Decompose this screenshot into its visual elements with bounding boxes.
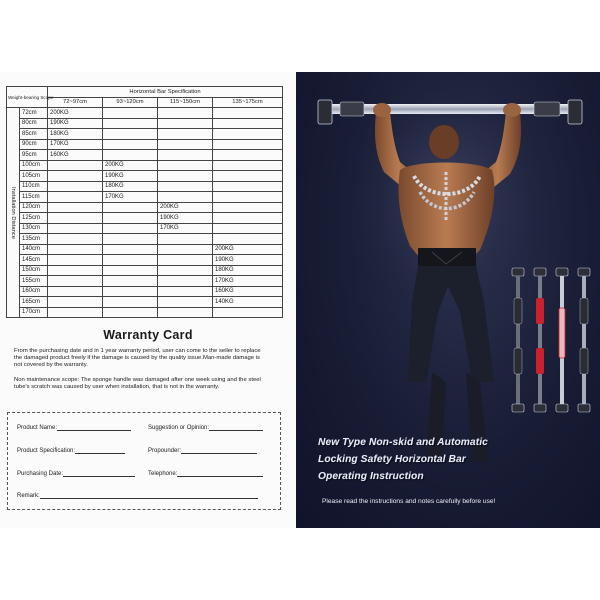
weight-cell bbox=[103, 118, 158, 129]
weight-cell bbox=[213, 234, 283, 245]
product-spec-line[interactable] bbox=[75, 448, 125, 454]
weight-cell bbox=[213, 192, 283, 203]
weight-cell bbox=[158, 118, 213, 129]
weight-cell bbox=[213, 150, 283, 161]
table-row bbox=[7, 213, 283, 224]
weight-cell bbox=[213, 171, 283, 182]
table-body bbox=[7, 108, 283, 318]
weight-cell bbox=[158, 307, 213, 318]
weight-cell: 170KG bbox=[48, 139, 103, 150]
weight-cell bbox=[158, 255, 213, 266]
table-row bbox=[7, 244, 283, 255]
instruction-left-page bbox=[0, 72, 296, 528]
distance-cell: 110cm bbox=[20, 181, 48, 192]
weight-cell bbox=[48, 202, 103, 213]
propounder-field[interactable] bbox=[148, 448, 257, 454]
weight-cell bbox=[213, 160, 283, 171]
telephone-label: Telephone: bbox=[148, 471, 178, 477]
table-row bbox=[7, 129, 283, 140]
distance-cell: 125cm bbox=[20, 213, 48, 224]
weight-cell bbox=[48, 181, 103, 192]
weight-cell bbox=[213, 181, 283, 192]
table-row bbox=[7, 223, 283, 234]
weight-cell bbox=[48, 244, 103, 255]
weight-cell: 200KG bbox=[103, 160, 158, 171]
product-title-line: Locking Safety Horizontal Bar bbox=[318, 454, 466, 465]
weight-cell bbox=[103, 276, 158, 287]
weight-cell bbox=[158, 286, 213, 297]
telephone-field[interactable] bbox=[148, 471, 263, 477]
spec-column-header: 135~175cm bbox=[213, 97, 283, 108]
weight-cell bbox=[213, 118, 283, 129]
weight-cell bbox=[103, 139, 158, 150]
spec-column-header: 93~120cm bbox=[103, 97, 158, 108]
distance-cell: 150cm bbox=[20, 265, 48, 276]
weight-cell bbox=[103, 213, 158, 224]
weight-cell bbox=[48, 192, 103, 203]
weight-cell bbox=[213, 202, 283, 213]
weight-cell bbox=[158, 234, 213, 245]
weight-cell bbox=[213, 139, 283, 150]
distance-cell: 170cm bbox=[20, 307, 48, 318]
weight-cell bbox=[103, 202, 158, 213]
weight-cell: 180KG bbox=[213, 265, 283, 276]
installation-distance-axis bbox=[7, 108, 20, 318]
weight-cell bbox=[103, 286, 158, 297]
weight-cell bbox=[48, 276, 103, 287]
product-title-line: New Type Non-skid and Automatic bbox=[318, 437, 488, 448]
distance-cell: 140cm bbox=[20, 244, 48, 255]
table-row bbox=[7, 297, 283, 308]
product-name-label: Product Name: bbox=[17, 425, 58, 431]
table-row bbox=[7, 171, 283, 182]
distance-cell: 100cm bbox=[20, 160, 48, 171]
remark-line[interactable] bbox=[40, 493, 258, 499]
weight-cell bbox=[213, 129, 283, 140]
table-row bbox=[7, 108, 283, 119]
distance-cell: 72cm bbox=[20, 108, 48, 119]
weight-cell: 170KG bbox=[158, 223, 213, 234]
weight-cell: 190KG bbox=[103, 171, 158, 182]
weight-cell bbox=[158, 171, 213, 182]
product-spec-label: Product Specification: bbox=[17, 448, 76, 454]
propounder-label: Propounder: bbox=[148, 448, 182, 454]
propounder-line[interactable] bbox=[181, 448, 257, 454]
table-row bbox=[7, 118, 283, 129]
spec-column-header: 115~150cm bbox=[158, 97, 213, 108]
weight-cell: 190KG bbox=[48, 118, 103, 129]
distance-cell: 80cm bbox=[20, 118, 48, 129]
weight-cell bbox=[48, 255, 103, 266]
weight-cell bbox=[103, 297, 158, 308]
distance-cell: 95cm bbox=[20, 150, 48, 161]
weight-cell: 190KG bbox=[158, 213, 213, 224]
telephone-line[interactable] bbox=[177, 471, 263, 477]
product-title-line: Operating Instruction bbox=[318, 471, 424, 482]
spec-column-header: 72~97cm bbox=[48, 97, 103, 108]
weight-cell: 140KG bbox=[213, 297, 283, 308]
purchasing-date-line[interactable] bbox=[63, 471, 135, 477]
distance-cell: 90cm bbox=[20, 139, 48, 150]
table-row bbox=[7, 160, 283, 171]
table-row bbox=[7, 192, 283, 203]
suggestion-line[interactable] bbox=[209, 425, 263, 431]
table-row bbox=[7, 234, 283, 245]
distance-cell: 85cm bbox=[20, 129, 48, 140]
weight-cell bbox=[48, 223, 103, 234]
weight-cell bbox=[158, 150, 213, 161]
table-row bbox=[7, 139, 283, 150]
weight-cell bbox=[48, 234, 103, 245]
non-maintenance-scope-text: Non maintenance scope: The sponge handle was damaged after one week using and the steel tube's scratch was caused by user when installation, that is not in the warranty. bbox=[14, 377, 261, 391]
weight-cell bbox=[158, 192, 213, 203]
weight-cell bbox=[103, 244, 158, 255]
distance-cell: 135cm bbox=[20, 234, 48, 245]
weight-cell bbox=[158, 181, 213, 192]
table-row bbox=[7, 307, 283, 318]
weight-cell bbox=[158, 108, 213, 119]
warranty-period-text: From the purchasing date and in 1 year warranty period, user can come to the seller to replace the damaged product freely if the damage is caused by the quality issue.Man-made damage is not covered by the warranty. bbox=[14, 348, 261, 369]
warranty-form bbox=[7, 412, 281, 510]
weight-cell bbox=[158, 160, 213, 171]
table-row bbox=[7, 150, 283, 161]
weight-cell bbox=[103, 150, 158, 161]
remark-field[interactable] bbox=[17, 493, 258, 499]
weight-cell bbox=[48, 213, 103, 224]
product-name-line[interactable] bbox=[57, 425, 131, 431]
weight-cell bbox=[158, 129, 213, 140]
weight-cell bbox=[103, 223, 158, 234]
weight-cell bbox=[48, 307, 103, 318]
weight-cell bbox=[48, 160, 103, 171]
weight-cell bbox=[213, 213, 283, 224]
distance-cell: 165cm bbox=[20, 297, 48, 308]
weight-cell bbox=[158, 276, 213, 287]
weight-cell: 200KG bbox=[213, 244, 283, 255]
weight-cell: 170KG bbox=[213, 276, 283, 287]
product-spec-field[interactable] bbox=[17, 448, 125, 454]
purchasing-date-label: Purchasing Date: bbox=[17, 471, 64, 477]
table-row bbox=[7, 286, 283, 297]
weight-cell bbox=[48, 265, 103, 276]
weight-cell bbox=[103, 255, 158, 266]
weight-cell bbox=[103, 307, 158, 318]
weight-cell bbox=[48, 286, 103, 297]
distance-cell: 115cm bbox=[20, 192, 48, 203]
installation-distance-label: Installation Distance bbox=[10, 186, 16, 239]
instruction-cover-page bbox=[296, 72, 600, 528]
table-row bbox=[7, 181, 283, 192]
horizontal-bar-spec-header: Horizontal Bar Specification bbox=[48, 87, 283, 98]
weight-cell bbox=[158, 265, 213, 276]
distance-cell: 145cm bbox=[20, 255, 48, 266]
weight-cell: 180KG bbox=[103, 181, 158, 192]
distance-cell: 130cm bbox=[20, 223, 48, 234]
weight-cell: 180KG bbox=[48, 129, 103, 140]
distance-cell: 155cm bbox=[20, 276, 48, 287]
weight-cell: 200KG bbox=[158, 202, 213, 213]
weight-cell: 200KG bbox=[48, 108, 103, 119]
weight-cell bbox=[213, 223, 283, 234]
weight-cell bbox=[158, 297, 213, 308]
weight-bearing-scope-header: Weight-bearing Scope bbox=[7, 87, 48, 108]
weight-cell bbox=[213, 108, 283, 119]
weight-bearing-table bbox=[6, 86, 283, 318]
suggestion-field[interactable] bbox=[148, 425, 263, 431]
weight-cell bbox=[103, 265, 158, 276]
weight-cell: 160KG bbox=[48, 150, 103, 161]
product-name-field[interactable] bbox=[17, 425, 131, 431]
weight-cell bbox=[103, 129, 158, 140]
weight-cell bbox=[158, 139, 213, 150]
warranty-card-title: Warranty Card bbox=[103, 328, 193, 342]
weight-cell bbox=[103, 108, 158, 119]
remark-label: Remark: bbox=[17, 493, 40, 499]
table-row bbox=[7, 202, 283, 213]
table-row bbox=[7, 255, 283, 266]
distance-cell: 105cm bbox=[20, 171, 48, 182]
weight-cell: 190KG bbox=[213, 255, 283, 266]
distance-cell: 120cm bbox=[20, 202, 48, 213]
weight-cell: 160KG bbox=[213, 286, 283, 297]
weight-cell: 170KG bbox=[103, 192, 158, 203]
weight-cell bbox=[103, 234, 158, 245]
distance-cell: 160cm bbox=[20, 286, 48, 297]
table-row bbox=[7, 276, 283, 287]
weight-cell bbox=[213, 307, 283, 318]
table-row bbox=[7, 265, 283, 276]
weight-cell bbox=[48, 171, 103, 182]
weight-cell bbox=[158, 244, 213, 255]
weight-cell bbox=[48, 297, 103, 308]
read-instructions-note: Please read the instructions and notes carefully before use! bbox=[322, 498, 496, 505]
product-title bbox=[318, 434, 488, 485]
purchasing-date-field[interactable] bbox=[17, 471, 135, 477]
suggestion-label: Suggestion or Opinion: bbox=[148, 425, 210, 431]
